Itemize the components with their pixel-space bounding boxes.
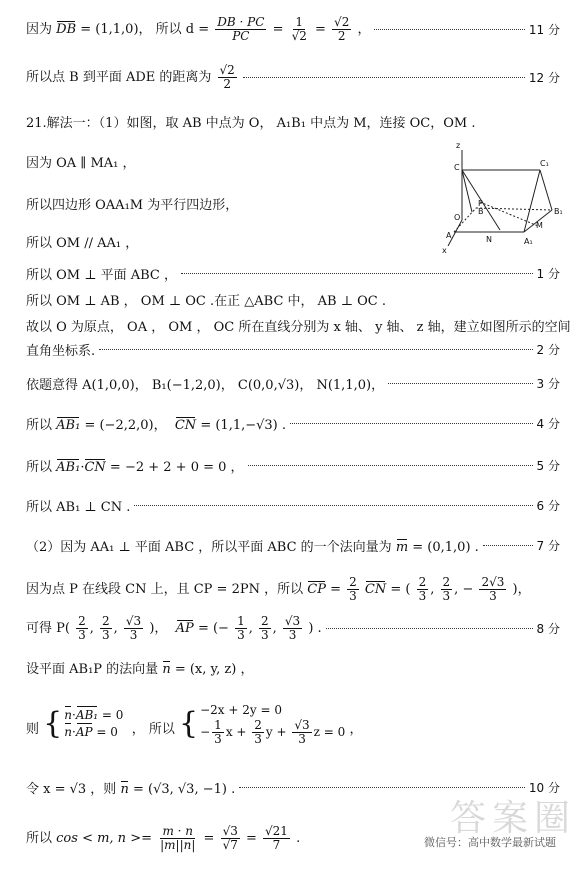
vector-m: m: [395, 539, 409, 555]
label-b1: B₁: [554, 207, 563, 216]
line-13: 所以 AB₁·CN = −2 + 2 + 0 = 0 ， 5 分: [26, 458, 560, 475]
label-a: A: [446, 231, 452, 240]
3d-coordinate-figure: [440, 140, 570, 256]
watermark-wechat: 微信号：高中数学最新试题: [424, 836, 556, 849]
line-16: 因为点 P 在线段 CN 上，且 CP = 2PN ，所以 CP = $\frac{2}{3}$ CN = ( $\frac{2}{3}$ , $\frac{2}{3}$ , − $\frac{2√3}{3}$ )，: [26, 574, 531, 603]
line-1: 因为 DB = (1,1,0)， 所以 d = $\frac{DB \cdot PC}{PC}$ = $\frac{1}{√2}$ = $\frac{√2}{2}$ ， 11 分: [26, 14, 560, 43]
label-n: N: [486, 235, 492, 244]
score-label: 11 分: [528, 22, 560, 37]
line-5: 所以四边形 OAA₁M 为平行四边形，: [26, 197, 239, 213]
line-6: 所以 OM // AA₁ ，: [26, 235, 139, 251]
score-label: 3 分: [536, 376, 560, 391]
line-14: 所以 AB₁ ⊥ CN . 6 分: [26, 498, 560, 515]
label-z: z: [456, 141, 461, 150]
watermark: [410, 790, 580, 860]
vector-cn: CN: [174, 417, 197, 433]
score-label: 6 分: [536, 498, 560, 513]
vector-ab1: AB₁: [56, 417, 81, 433]
line-10: 直角坐标系. 2 分: [26, 342, 560, 359]
watermark-logo-text: 答案圈: [450, 798, 577, 839]
line-3: 21.解法一：（1）如图，取 AB 中点为 O， A₁B₁ 中点为 M，连接 OC，OM .: [26, 115, 476, 131]
label-b: B: [478, 207, 484, 216]
vector-db: DB: [56, 21, 77, 37]
line-18: 设平面 AB₁P 的法向量 n = (x, y, z) ，: [26, 661, 254, 677]
label-a1: A₁: [524, 237, 533, 246]
line-15: （2）因为 AA₁ ⊥ 平面 ABC ，所以平面 ABC 的一个法向量为 m = (0,1,0) . 7 分: [26, 538, 560, 555]
line-11: 依题意得 A(1,0,0)， B₁(−1,2,0)， C(0,0,√3)， N(1,1,0)， 3 分: [26, 376, 560, 393]
score-label: 5 分: [536, 458, 560, 473]
label-c: C: [454, 163, 460, 172]
line-20: 令 x = √3 ，则 n = (√3, √3, −1) . 10 分: [26, 780, 560, 797]
label-o: O: [454, 213, 461, 222]
edge-c1b1: [540, 170, 552, 210]
fraction: $\frac{DB \cdot PC}{PC}$: [217, 14, 265, 43]
score-label: 7 分: [536, 538, 560, 553]
equation-system: { −2x + 2y = 0 − $\frac{1}{3}$ x + $\frac{2}{3}$ y + $\frac{√3}{3}$ z = 0: [179, 703, 346, 746]
line-12: 所以 AB₁ = (−2,2,0)， CN = (1,1,−√3) . 4 分: [26, 416, 560, 433]
line-9: 故以 O 为原点， OA ， OM ， OC 所在直线分别为 x 轴、 y 轴、 z 轴，建立如图所示的空间: [26, 319, 571, 335]
line-4: 因为 OA ∥ MA₁ ，: [26, 155, 136, 171]
score-label: 8 分: [536, 621, 560, 636]
score-label: 1 分: [536, 266, 560, 281]
line-2: 所以点 B 到平面 ADE 的距离为 $\frac{√2}{2}$ 12 分: [26, 62, 560, 91]
line-7: 所以 OM ⊥ 平面 ABC ， 1 分: [26, 266, 560, 283]
line-17: 可得 P( $\frac{2}{3}$ , $\frac{2}{3}$ , $\frac{√3}{3}$ )， AP = (− $\frac{1}{3}$ , $\frac{2}{3}$ , $\frac{√3}{3}$ ) . 8 分: [26, 613, 560, 642]
label-m: M: [536, 221, 543, 230]
score-label: 12 分: [528, 70, 560, 85]
line-8: 所以 OM ⊥ AB ， OM ⊥ OC .在正 △ABC 中， AB ⊥ OC .: [26, 293, 386, 309]
label-c1: C₁: [540, 159, 549, 168]
label-x: x: [442, 246, 447, 255]
score-label: 2 分: [536, 342, 560, 357]
edge-ca: [462, 170, 472, 212]
equation-system: { n·AB₁ = 0 n·AP = 0: [43, 706, 124, 741]
label-p: P: [478, 199, 483, 208]
line-19: 则 { n·AB₁ = 0 n·AP = 0 ， 所以 { −2x + 2y = 0 − $\frac{1}{3}$ x + $\frac{2}{3}$ y + $\frac{√3}{3}$ z = 0 ，: [26, 703, 363, 746]
vector-n: n: [162, 661, 171, 677]
line-21: 所以 cos < m, n >= $\frac{m \cdot n}{|m||n|}$ = $\frac{√3}{√7}$ = $\frac{√21}{7}$ .: [26, 823, 301, 852]
vector-ap: AP: [175, 620, 194, 636]
score-label: 4 分: [536, 416, 560, 431]
score-label: 10 分: [528, 780, 560, 795]
